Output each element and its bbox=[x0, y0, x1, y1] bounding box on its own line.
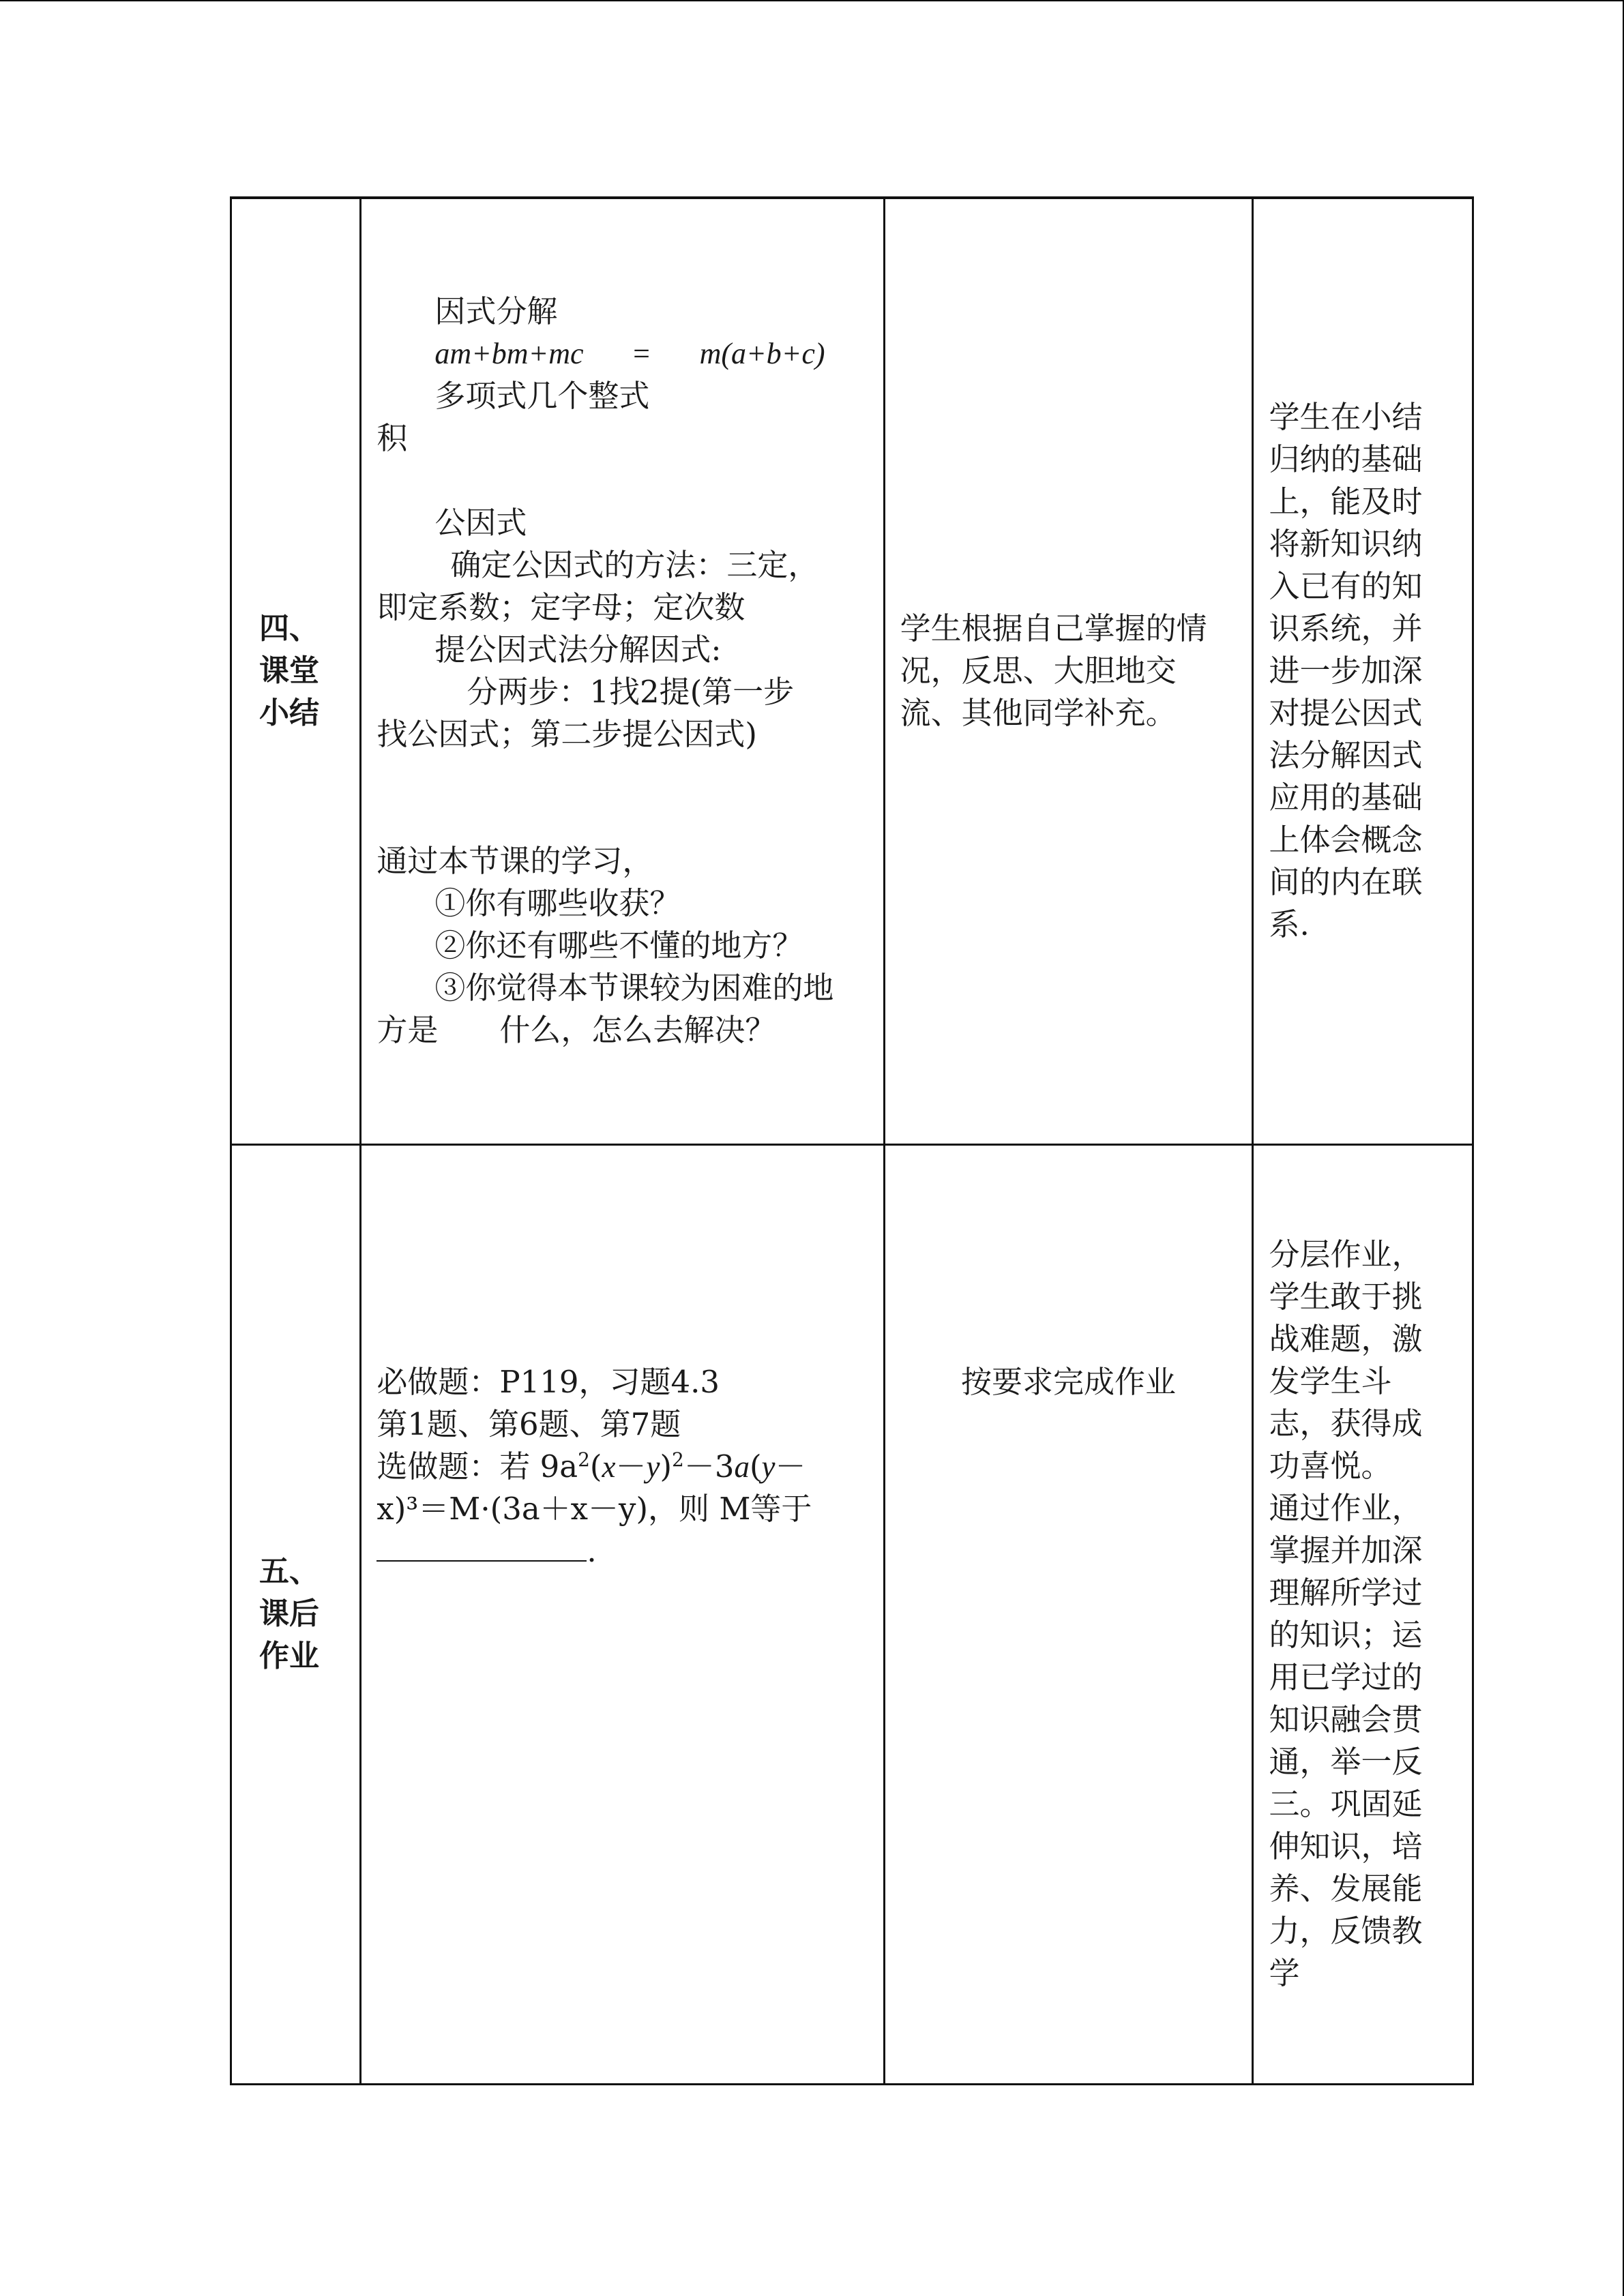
design-intent-line: 战难题，激 bbox=[1269, 1321, 1423, 1357]
optional-homework: 选做题：若 $9a^2(x-y)^2-3a(y-$ bbox=[377, 1448, 806, 1485]
design-intent-line: 通，举一反 bbox=[1269, 1744, 1423, 1780]
student-activity-line: 按要求完成作业 bbox=[961, 1363, 1177, 1400]
design-intent-line: 三。巩固延 bbox=[1269, 1786, 1423, 1822]
answer-blank-period: . bbox=[587, 1532, 597, 1569]
teaching-content-cell bbox=[361, 198, 884, 1144]
formula-right: m(a+b+c) bbox=[699, 337, 825, 371]
reflection-question: ③你觉得本节课较为困难的地 bbox=[434, 970, 834, 1007]
stage-cell bbox=[231, 198, 361, 1144]
design-intent-line: 法分解因式 bbox=[1269, 737, 1423, 774]
design-intent-line: 学 bbox=[1269, 1955, 1300, 1991]
student-activity-text bbox=[885, 608, 1252, 734]
student-activity-cell bbox=[884, 1144, 1253, 2084]
optional-homework-prefix: 选做题：若 9a bbox=[377, 1448, 578, 1485]
stage-label bbox=[232, 1551, 359, 1678]
design-intent-cell bbox=[1253, 198, 1473, 1144]
stage-label-line: 课堂 bbox=[259, 653, 319, 689]
design-intent-line: 发学生斗 bbox=[1269, 1363, 1392, 1399]
reflection-intro: 通过本节课的学习， bbox=[377, 843, 653, 880]
formula-equals: = bbox=[633, 337, 650, 371]
table-row bbox=[231, 1144, 1473, 2084]
design-intent-line: 志，获得成 bbox=[1269, 1405, 1423, 1442]
design-intent-line: 进一步加深 bbox=[1269, 653, 1423, 689]
design-intent-line: 应用的基础 bbox=[1269, 779, 1423, 816]
design-intent-line: 系. bbox=[1269, 906, 1310, 943]
stage-label-line: 课后 bbox=[259, 1596, 319, 1631]
student-activity-line: 流、其他同学补充。 bbox=[900, 695, 1177, 732]
page-top-border bbox=[0, 0, 1624, 1]
steps-line: 找公因式；第二步提公因式) bbox=[377, 716, 757, 753]
design-intent-line: 上，能及时 bbox=[1269, 483, 1423, 520]
stage-label-line: 五、 bbox=[259, 1554, 319, 1589]
stage-label-line: 小结 bbox=[259, 696, 319, 731]
student-activity-line: 学生根据自己掌握的情 bbox=[900, 610, 1207, 647]
design-intent-line: 力，反馈教 bbox=[1269, 1913, 1423, 1949]
design-intent-line: 功喜悦。 bbox=[1269, 1448, 1392, 1484]
product-label-wrap: 积 bbox=[377, 420, 408, 457]
design-intent-line: 对提公因式 bbox=[1269, 695, 1423, 732]
optional-homework-line2: x)³＝M·(3a＋x－y)，则 M等于 bbox=[377, 1490, 812, 1527]
student-activity-cell bbox=[884, 198, 1253, 1144]
teaching-content-cell bbox=[361, 1144, 884, 2084]
formula-left: am+bm+mc bbox=[434, 337, 584, 371]
design-intent-line: 分层作业， bbox=[1269, 1236, 1423, 1272]
design-intent-text bbox=[1254, 396, 1472, 946]
stage-label bbox=[232, 608, 359, 734]
design-intent-line: 理解所学过 bbox=[1269, 1575, 1423, 1611]
reflection-question: ①你有哪些收获？ bbox=[434, 885, 681, 922]
lesson-plan-table bbox=[230, 196, 1474, 2085]
design-intent-line: 学生敢于挑 bbox=[1269, 1279, 1423, 1315]
method-line: 即定系数；定字母；定次数 bbox=[377, 589, 745, 626]
table-row bbox=[231, 198, 1473, 1144]
design-intent-line: 的知识；运 bbox=[1269, 1617, 1423, 1653]
polynomial-label: 多项式 bbox=[434, 378, 527, 415]
design-intent-line: 掌握并加深 bbox=[1269, 1532, 1423, 1568]
design-intent-line: 知识融会贯 bbox=[1269, 1701, 1423, 1738]
design-intent-line: 养、发展能 bbox=[1269, 1870, 1423, 1907]
product-label: 几个整式 bbox=[527, 378, 650, 415]
formula-labels bbox=[377, 375, 870, 417]
design-intent-line: 用已学过的 bbox=[1269, 1659, 1423, 1695]
answer-blank-line bbox=[377, 1530, 870, 1572]
design-intent-text bbox=[1254, 1234, 1472, 1995]
student-activity-line: 况，反思、大胆地交 bbox=[900, 653, 1177, 689]
method-line: 确定公因式的方法：三定， bbox=[450, 547, 819, 584]
design-intent-line: 上体会概念 bbox=[1269, 822, 1423, 859]
student-activity-text bbox=[885, 1361, 1252, 1403]
design-intent-line: 学生在小结 bbox=[1269, 399, 1423, 436]
stage-label-line: 四、 bbox=[259, 611, 319, 646]
design-intent-line: 归纳的基础 bbox=[1269, 441, 1423, 478]
design-intent-line: 入已有的知 bbox=[1269, 568, 1423, 605]
design-intent-cell bbox=[1253, 1144, 1473, 2084]
design-intent-line: 间的内在联 bbox=[1269, 864, 1423, 901]
factorization-formula bbox=[377, 333, 870, 375]
design-intent-line: 伸知识，培 bbox=[1269, 1828, 1423, 1864]
reflection-question: ②你还有哪些不懂的地方？ bbox=[434, 927, 803, 964]
design-intent-line: 通过作业， bbox=[1269, 1490, 1423, 1526]
required-homework: 必做题：P119，习题4.3 bbox=[377, 1363, 720, 1400]
stage-cell bbox=[231, 1144, 361, 2084]
reflection-question: 方是 什么，怎么去解决？ bbox=[377, 1012, 776, 1049]
common-factor-heading: 公因式 bbox=[434, 505, 527, 541]
steps-line: 分两步：1找2提(第一步 bbox=[467, 674, 795, 711]
design-intent-line: 识系统，并 bbox=[1269, 610, 1423, 647]
design-intent-line: 将新知识纳 bbox=[1269, 526, 1423, 563]
required-homework-items: 第1题、第6题、第7题 bbox=[377, 1405, 681, 1442]
answer-blank bbox=[377, 1540, 587, 1562]
stage-label-line: 作业 bbox=[259, 1639, 319, 1673]
heading-factorization: 因式分解 bbox=[434, 293, 558, 330]
extract-method-title: 提公因式法分解因式: bbox=[434, 631, 722, 668]
